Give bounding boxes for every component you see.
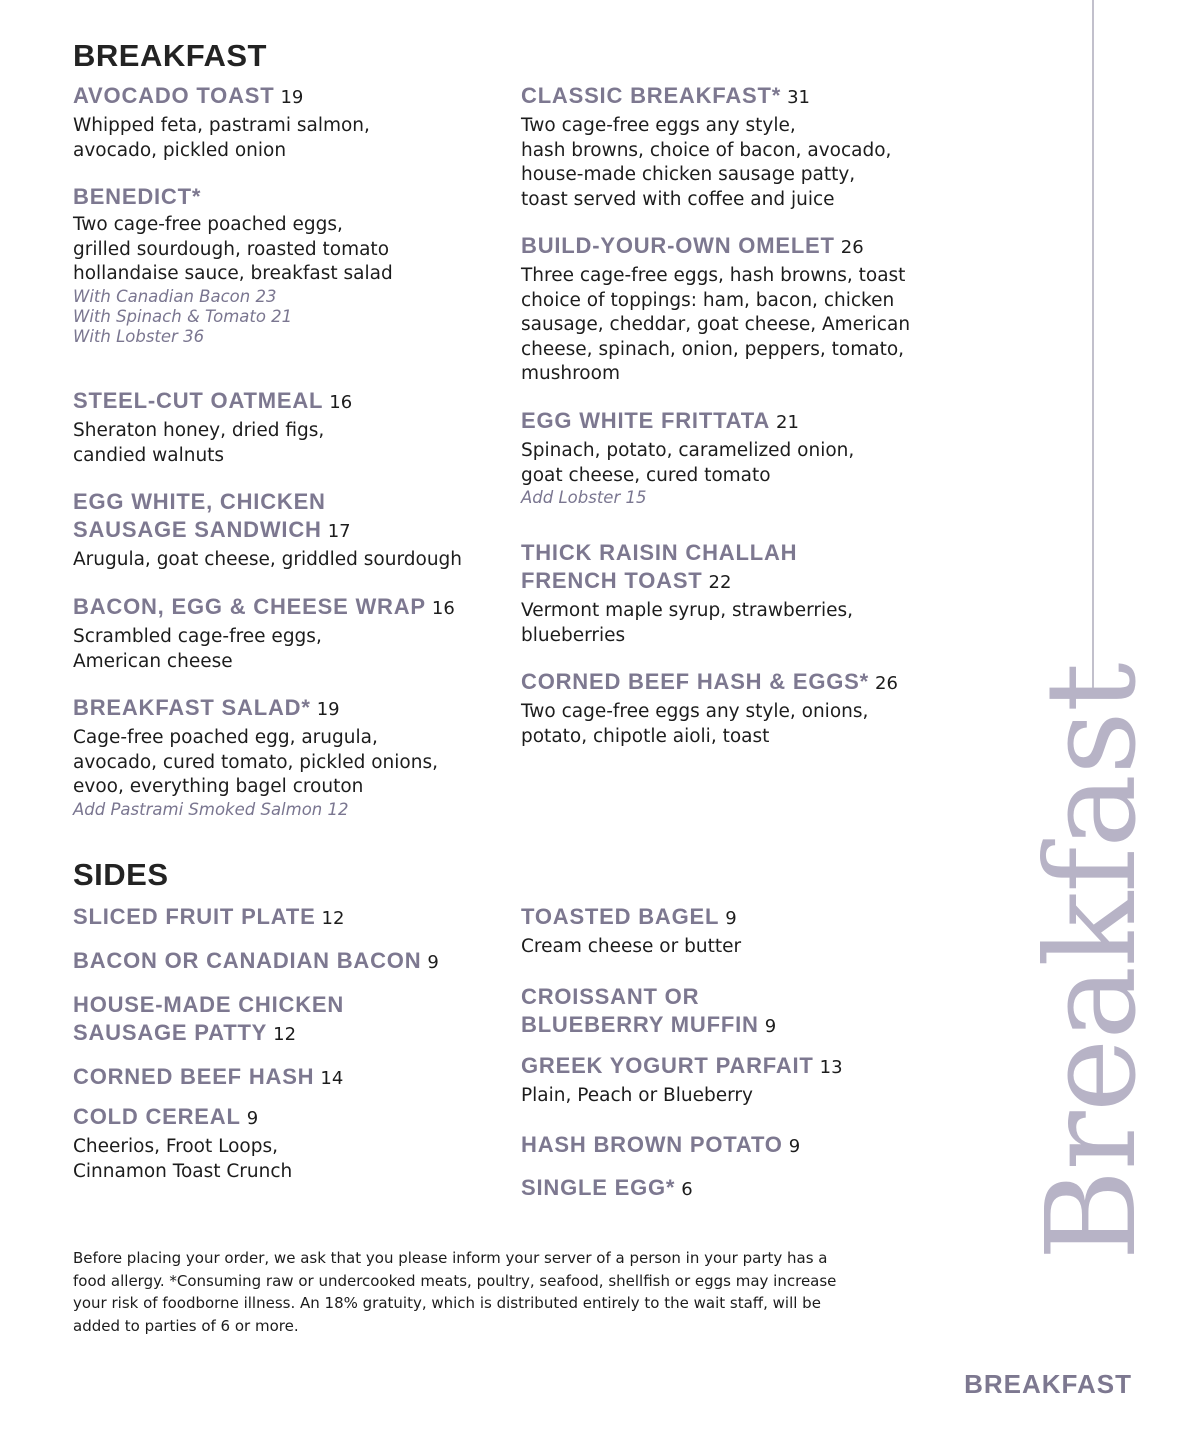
item-price: 9: [427, 952, 439, 973]
item-description-line: grilled sourdough, roasted tomato: [73, 238, 390, 260]
item-addon-line: With Canadian Bacon 23: [73, 286, 277, 306]
item-description: [73, 114, 513, 163]
item-description-line: evoo, everything bagel crouton: [73, 776, 364, 797]
item-name-line: [521, 567, 961, 597]
menu-item: [521, 668, 961, 749]
item-price: 9: [725, 908, 737, 929]
item-name-text: BACON OR CANADIAN BACON: [73, 948, 422, 973]
item-description: [521, 599, 961, 648]
item-description-line: Cheerios, Froot Loops,: [73, 1136, 279, 1157]
item-price: 9: [788, 1136, 801, 1157]
item-addon-line: Add Pastrami Smoked Salmon 12: [73, 799, 349, 819]
item-price: 16: [329, 392, 353, 413]
item-description-line: goat cheese, cured tomato: [521, 464, 771, 486]
item-name: [521, 232, 961, 262]
item-name-line: EGG WHITE, CHICKEN: [73, 489, 326, 514]
item-description-line: hollandaise sauce, breakfast salad: [73, 263, 393, 284]
menu-item: [521, 983, 961, 1041]
item-addons: [73, 287, 513, 347]
item-name: [521, 983, 961, 1041]
item-name: [73, 387, 513, 417]
item-description-line: house-made chicken sausage patty,: [521, 164, 856, 185]
item-description: [73, 625, 513, 674]
item-name-text: SLICED FRUIT PLATE: [73, 904, 316, 929]
disclaimer-line: food allergy. *Consuming raw or undercooked meats, poultry, seafood, shellfish or eggs may increase: [73, 1271, 837, 1290]
menu-item: [73, 903, 513, 933]
menu-item: [73, 387, 513, 468]
item-name: [73, 593, 513, 623]
item-price: 19: [316, 699, 340, 720]
menu-item: [73, 488, 513, 573]
item-name: [73, 947, 513, 977]
item-name-text: BLUEBERRY MUFFIN: [521, 1012, 759, 1037]
item-name-line: [521, 1011, 961, 1041]
item-name: [521, 539, 961, 597]
menu-item: [521, 407, 961, 508]
menu-item: [521, 903, 961, 960]
item-description-line: potato, chipotle aioli, toast: [521, 725, 770, 747]
item-name: [521, 1174, 961, 1204]
item-name-text: BACON, EGG & CHEESE WRAP: [73, 594, 426, 619]
item-name-text: CORNED BEEF HASH: [73, 1064, 315, 1089]
item-name: [73, 1103, 513, 1133]
vertical-title-text: Breakfast: [1020, 663, 1164, 1261]
item-description-line: Cage-free poached egg, arugula,: [73, 727, 378, 748]
item-name-line: [73, 387, 513, 417]
menu-item: [521, 232, 961, 387]
item-price: 13: [819, 1057, 843, 1078]
item-addons: [73, 800, 513, 820]
item-name-line: [73, 947, 513, 977]
item-price: 26: [840, 237, 864, 258]
item-name: [73, 183, 513, 211]
item-name: [521, 407, 961, 437]
item-name-line: [73, 516, 513, 546]
item-name-text: AVOCADO TOAST: [73, 83, 275, 108]
item-description: [73, 419, 513, 468]
item-name-text: EGG WHITE FRITTATA: [521, 408, 771, 433]
menu-item: [73, 1103, 513, 1184]
item-name-text: CLASSIC BREAKFAST*: [521, 83, 782, 108]
item-addon-line: With Spinach & Tomato 21: [73, 306, 293, 326]
item-name-text: FRENCH TOAST: [521, 568, 703, 593]
item-name-line: CROISSANT OR: [521, 984, 700, 1009]
item-description-line: candied walnuts: [73, 444, 225, 466]
item-name-text: TOASTED BAGEL: [521, 904, 720, 929]
item-description-line: Whipped feta, pastrami salmon,: [73, 115, 370, 136]
menu-item: [73, 694, 513, 820]
item-name-line: [73, 1063, 513, 1093]
item-price: 26: [875, 673, 898, 694]
item-name-text: SINGLE EGG*: [521, 1175, 676, 1200]
sides-section-title: SIDES: [73, 857, 169, 892]
menu-item: [73, 991, 513, 1049]
item-name-line: [521, 668, 961, 698]
item-name-text: GREEK YOGURT PARFAIT: [521, 1053, 814, 1078]
item-description: [73, 213, 513, 287]
item-name: [521, 1052, 961, 1082]
item-description: [521, 700, 961, 749]
menu-item: [73, 183, 513, 347]
item-description-line: Two cage-free eggs any style,: [521, 115, 796, 136]
item-name-line: HOUSE-MADE CHICKEN: [73, 992, 345, 1017]
item-name-line: THICK RAISIN CHALLAH: [521, 540, 798, 565]
item-description-line: cheese, spinach, onion, peppers, tomato,: [521, 338, 905, 360]
menu-item: [73, 1063, 513, 1093]
item-name-text: SAUSAGE SANDWICH: [73, 517, 322, 542]
item-price: 6: [681, 1179, 693, 1200]
menu-item: [521, 1052, 961, 1109]
item-description-line: sausage, cheddar, goat cheese, American: [521, 314, 911, 335]
item-price: 12: [273, 1024, 297, 1045]
item-description-line: hash browns, choice of bacon, avocado,: [521, 139, 892, 161]
item-description: [73, 726, 513, 800]
item-price: 14: [320, 1068, 344, 1089]
item-name: [521, 1131, 961, 1161]
item-name: [73, 82, 513, 112]
item-name-text: SAUSAGE PATTY: [73, 1020, 268, 1045]
item-price: 9: [764, 1016, 777, 1037]
item-name-text: STEEL-CUT OATMEAL: [73, 388, 324, 413]
item-description: [521, 264, 961, 387]
menu-item: [521, 82, 961, 212]
allergy-disclaimer: [73, 1247, 903, 1337]
item-name-line: [73, 694, 513, 724]
item-name-text: HASH BROWN POTATO: [521, 1132, 783, 1157]
item-addons: [521, 488, 961, 508]
item-description-line: Spinach, potato, caramelized onion,: [521, 440, 855, 461]
item-name-line: [521, 232, 961, 262]
menu-item: [73, 82, 513, 163]
item-description: [521, 114, 961, 212]
menu-item: [73, 947, 513, 977]
item-price: 12: [321, 908, 345, 929]
breakfast-section-title: BREAKFAST: [73, 38, 267, 73]
menu-item: [73, 593, 513, 674]
item-price: 19: [280, 87, 304, 108]
item-name: [521, 668, 961, 698]
menu-item: [521, 1131, 961, 1161]
item-description-line: mushroom: [521, 363, 620, 384]
item-addon-line: With Lobster 36: [73, 326, 205, 346]
decorative-vertical-line: [1092, 0, 1094, 688]
item-description: [521, 439, 961, 488]
item-description-line: Sheraton honey, dried figs,: [73, 420, 325, 441]
item-name: [521, 903, 961, 933]
menu-item: [521, 539, 961, 648]
item-price: 16: [431, 598, 455, 619]
item-name-line: [521, 1052, 961, 1082]
item-price: 21: [776, 412, 799, 433]
disclaimer-line: added to parties of 6 or more.: [73, 1316, 299, 1335]
footer-section-label: BREAKFAST: [964, 1369, 1132, 1399]
item-price: 31: [787, 87, 810, 108]
item-description-line: Vermont maple syrup, strawberries,: [521, 600, 854, 621]
item-name: [73, 488, 513, 546]
item-description-line: American cheese: [73, 650, 233, 672]
item-description-line: choice of toppings: ham, bacon, chicken: [521, 289, 895, 311]
item-name: [73, 991, 513, 1049]
item-description-line: blueberries: [521, 624, 626, 646]
item-name: [73, 1063, 513, 1093]
item-name-line: [521, 1174, 961, 1204]
item-price: 9: [246, 1108, 259, 1129]
item-name: [521, 82, 961, 112]
item-description-line: avocado, cured tomato, pickled onions,: [73, 751, 438, 773]
item-name: [73, 694, 513, 724]
item-name-line: [73, 1019, 513, 1049]
item-price: 22: [708, 572, 732, 593]
item-name-line: [73, 903, 513, 933]
item-price: 17: [327, 521, 351, 542]
item-name-line: [73, 1103, 513, 1133]
item-description: [73, 548, 513, 573]
item-name-text: BUILD-YOUR-OWN OMELET: [521, 233, 835, 258]
item-description-line: Cinnamon Toast Crunch: [73, 1160, 293, 1182]
item-description: [73, 1135, 513, 1184]
item-description: [521, 935, 961, 960]
item-name-line: [73, 82, 513, 112]
item-description-line: Scrambled cage-free eggs,: [73, 626, 322, 647]
item-name-line: [521, 82, 961, 112]
item-description-line: Three cage-free eggs, hash browns, toast: [521, 265, 906, 286]
item-name-line: [521, 1131, 961, 1161]
item-description: [521, 1084, 961, 1109]
item-name-text: CORNED BEEF HASH & EGGS*: [521, 669, 870, 694]
item-name-text: COLD CEREAL: [73, 1104, 241, 1129]
item-name-text: BREAKFAST SALAD*: [73, 695, 311, 720]
disclaimer-line: your risk of foodborne illness. An 18% gratuity, which is distributed entirely to the wait staff, will be: [73, 1294, 821, 1312]
item-description-line: Arugula, goat cheese, griddled sourdough: [73, 549, 463, 570]
item-description-line: Cream cheese or butter: [521, 936, 742, 957]
item-description-line: toast served with coffee and juice: [521, 188, 835, 210]
item-description-line: Plain, Peach or Blueberry: [521, 1085, 753, 1106]
item-description-line: Two cage-free eggs any style, onions,: [521, 701, 869, 722]
item-name-line: [73, 593, 513, 623]
item-name-line: BENEDICT*: [73, 184, 202, 209]
item-addon-line: Add Lobster 15: [521, 488, 647, 507]
item-description-line: Two cage-free poached eggs,: [73, 214, 343, 235]
item-description-line: avocado, pickled onion: [73, 139, 287, 161]
item-name: [73, 903, 513, 933]
disclaimer-line: Before placing your order, we ask that you please inform your server of a person in your party has a: [73, 1249, 828, 1267]
menu-item: [521, 1174, 961, 1204]
item-name-line: [521, 407, 961, 437]
item-name-line: [521, 903, 961, 933]
